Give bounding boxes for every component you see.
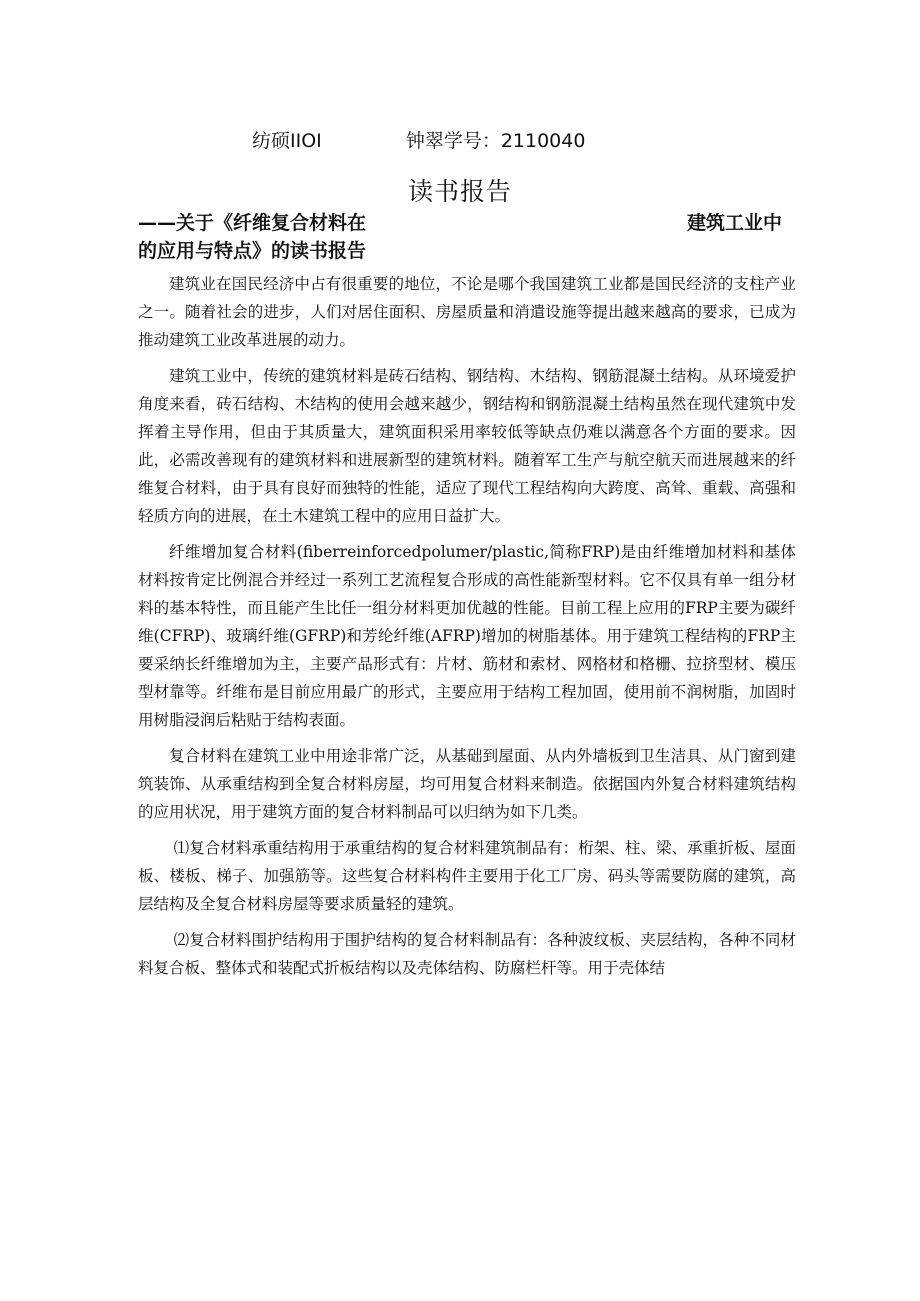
report-body [138, 270, 796, 990]
report-title: 读书报告 [407, 177, 512, 206]
paragraph-enclosure: ⑵复合材料围护结构用于围护结构的复合材料制品有：各种波纹板、夹层结构，各种不同材料复合板、整体式和装配式折板结构以及壳体结构、防腐栏杆等。用于壳体结 [138, 931, 796, 977]
paragraph-load-bearing: ⑴复合材料承重结构用于承重结构的复合材料建筑制品有：桁架、柱、梁、承重折板、屋面板、楼板、梯子、加强筋等。这些复合材料构件主要用于化工厂房、码头等需要防腐的建筑，高层结构及全复合材料房屋等要求质量轻的建筑。 [138, 839, 796, 913]
subtitle-line-2: 的应用与特点》的读书报告 [138, 240, 367, 262]
author-info-line [252, 126, 585, 153]
subtitle-line-1-left: ——关于《纤维复合材料在 [138, 212, 367, 234]
paragraph-traditional-materials: 建筑工业中，传统的建筑材料是砖石结构、钢结构、木结构、钢筋混凝土结构。从环境爱护角度来看，砖石结构、木结构的使用会越来越少，钢结构和钢筋混凝土结构虽然在现代建筑中发挥着主导作用，但由于其质量大，建筑面积采用率较低等缺点仍难以满意各个方面的要求。因此，必需改善现有的建筑材料和进展新型的建筑材料。随着军工生产与航空航天而进展越来的纤维复合材料，由于具有良好而独特的性能，适应了现代工程结构向大跨度、高耸、重载、高强和轻质方向的进展，在土木建筑工程中的应用日益扩大。 [138, 367, 796, 525]
student-name-id: 钟翠学号：2110040 [405, 130, 586, 152]
subtitle-line-1 [138, 208, 788, 235]
class-name: 纺硕IIOI [252, 130, 322, 152]
paragraph-intro: 建筑业在国民经济中占有很重要的地位，不论是哪个我国建筑工业都是国民经济的支柱产业之一。随着社会的进步，人们对居住面积、房屋质量和消遣设施等提出越来越高的要求，已成为推动建筑工业改革进展的动力。 [138, 275, 796, 349]
subtitle-line-1-right: 建筑工业中 [686, 212, 782, 234]
paragraph-frp-definition: 纤维增加复合材料(fiberreinforcedpolumer/plastic,简称FRP)是由纤维增加材料和基体材料按肯定比例混合并经过一系列工艺流程复合形成的高性能新型材料。它不仅具有单一组分材料的基本特性，而且能产生比任一组分材料更加优越的性能。目前工程上应用的FRP主要为碳纤维(CFRP)、玻璃纤维(GFRP)和芳纶纤维(AFRP)增加的树脂基体。用于建筑工程结构的FRP主要采纳长纤维增加为主，主要产品形式有：片材、筋材和索材、网格材和格栅、拉挤型材、模压型材靠等。纤维布是目前应用最广的形式，主要应用于结构工程加固，使用前不润树脂，加固时用树脂浸润后粘贴于结构表面。 [138, 543, 796, 729]
paragraph-applications: 复合材料在建筑工业中用途非常广泛，从基础到屋面、从内外墙板到卫生洁具、从门窗到建筑装饰、从承重结构到全复合材料房屋，均可用复合材料来制造。依据国内外复合材料建筑结构的应用状况，用于建筑方面的复合材料制品可以归纳为如下几类。 [138, 747, 796, 821]
